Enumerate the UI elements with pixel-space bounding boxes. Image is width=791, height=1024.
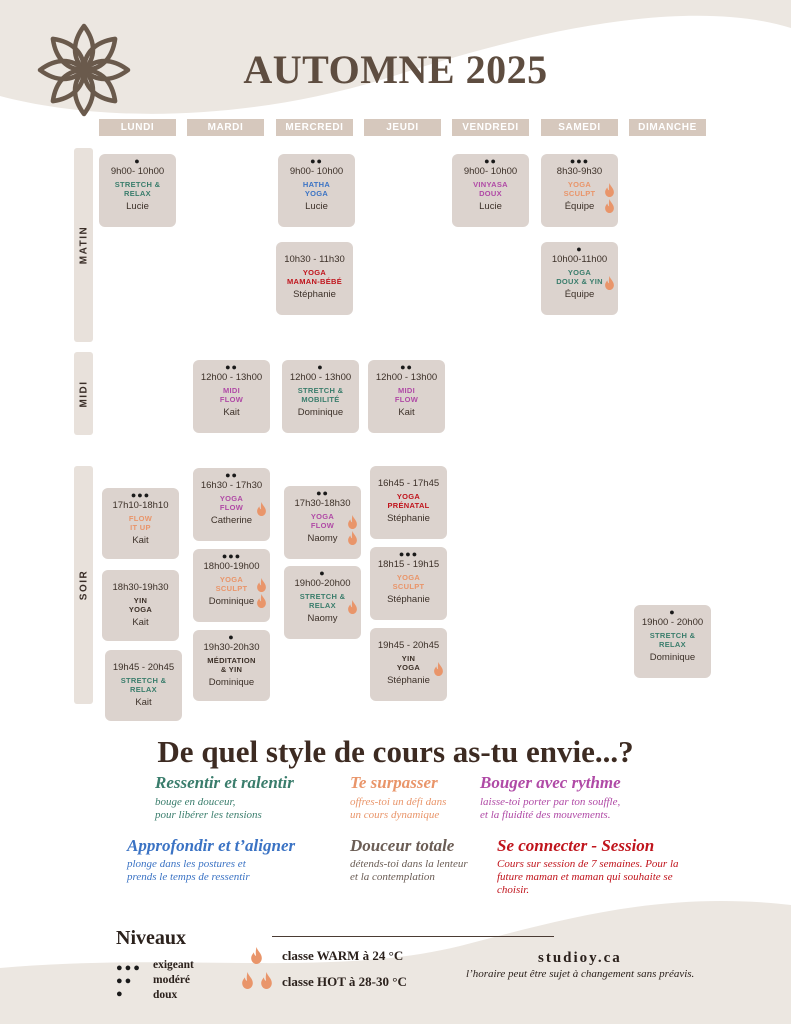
style-desc-ressentir: bouge en douceur, pour libérer les tensions <box>155 796 262 821</box>
flame-icon <box>256 594 267 608</box>
heat-label-hot: classe HOT à 28-30 °C <box>282 974 407 989</box>
website-link[interactable]: studioy.ca <box>538 950 622 966</box>
class-instructor: Kait <box>223 407 240 418</box>
flame-icon <box>604 276 615 290</box>
class-instructor: Stéphanie <box>387 675 430 686</box>
class-name: YOGA DOUX & YIN <box>556 268 603 286</box>
schedule-notice: l’horaire peut être sujet à changement sans préavis. <box>466 968 695 980</box>
period-matin <box>74 148 93 342</box>
heat-label-warm: classe WARM à 24 °C <box>282 948 404 963</box>
class-name: YOGA MAMAN-BÉBÉ <box>286 268 343 286</box>
period-label: MIDI <box>78 379 89 408</box>
class-card[interactable] <box>284 486 361 559</box>
level-dots: ● <box>317 362 324 372</box>
style-desc-approfondir: plonge dans les postures et prends le temps de ressentir <box>127 858 250 883</box>
class-time: 18h00-19h00 <box>203 561 260 572</box>
class-instructor: Lucie <box>479 201 502 212</box>
level-dots: ●● <box>400 362 413 372</box>
divider <box>272 936 554 937</box>
day-header-mercredi: MERCREDI <box>276 119 353 136</box>
level-dots-modere: ●● <box>116 975 134 987</box>
flame-icon <box>347 515 358 529</box>
class-instructor: Naomy <box>307 613 338 624</box>
level-dots: ●● <box>225 470 238 480</box>
class-card[interactable] <box>452 154 529 227</box>
flame-icon <box>604 199 615 213</box>
class-card[interactable] <box>634 605 711 678</box>
level-dots: ●● <box>225 362 238 372</box>
flame-icon <box>347 600 358 614</box>
class-name: MÉDITATION & YIN <box>207 656 256 674</box>
class-instructor: Dominique <box>297 407 344 418</box>
level-dots: ● <box>576 244 583 254</box>
flame-icon <box>347 531 358 545</box>
class-card[interactable] <box>370 547 447 620</box>
class-card[interactable] <box>193 468 270 541</box>
level-dots: ●● <box>316 488 329 498</box>
style-title-approfondir: Approfondir et t’aligner <box>127 836 296 855</box>
class-card[interactable] <box>368 360 445 433</box>
day-header-dimanche: DIMANCHE <box>629 119 706 136</box>
flame-icon <box>250 947 263 964</box>
class-instructor: Lucie <box>305 201 328 212</box>
class-time: 12h00 - 13h00 <box>289 372 352 383</box>
levels-title: Niveaux <box>116 927 186 949</box>
level-dots-doux: ● <box>116 988 125 1000</box>
class-time: 19h00-20h00 <box>294 578 351 589</box>
class-instructor: Équipe <box>564 289 595 300</box>
style-title-bouger: Bouger avec rythme <box>480 773 621 792</box>
class-name: HATHA YOGA <box>302 180 331 198</box>
period-label: MATIN <box>78 225 89 265</box>
class-card[interactable] <box>282 360 359 433</box>
class-name: YOGA SCULPT <box>215 575 248 593</box>
class-time: 12h00 - 13h00 <box>200 372 263 383</box>
level-dots: ●●● <box>221 551 242 561</box>
level-dots: ● <box>669 607 676 617</box>
period-midi <box>74 352 93 435</box>
style-desc-connecter: Cours sur session de 7 semaines. Pour la future maman et maman qui souhaite se choisir. <box>497 858 679 896</box>
class-instructor: Stéphanie <box>387 594 430 605</box>
class-time: 8h30-9h30 <box>556 166 603 177</box>
class-instructor: Naomy <box>307 533 338 544</box>
class-name: STRETCH & RELAX <box>299 592 346 610</box>
class-instructor: Lucie <box>126 201 149 212</box>
class-card[interactable] <box>370 466 447 539</box>
day-header-vendredi: VENDREDI <box>452 119 529 136</box>
class-time: 18h15 - 19h15 <box>377 559 440 570</box>
level-label-doux: doux <box>153 989 178 1001</box>
class-card[interactable] <box>193 630 270 701</box>
style-desc-bouger: laisse-toi porter par ton souffle, et la fluidité des mouvements. <box>480 796 621 821</box>
level-dots: ● <box>228 632 235 642</box>
flame-icon <box>260 972 273 989</box>
class-instructor: Kait <box>132 617 149 628</box>
day-header-mardi: MARDI <box>187 119 264 136</box>
class-instructor: Stéphanie <box>387 513 430 524</box>
class-time: 19h00 - 20h00 <box>641 617 704 628</box>
flame-icon <box>604 183 615 197</box>
class-name: MIDI FLOW <box>394 386 419 404</box>
class-time: 9h00- 10h00 <box>289 166 344 177</box>
class-instructor: Équipe <box>564 201 595 212</box>
class-instructor: Kait <box>132 535 149 546</box>
day-header-samedi: SAMEDI <box>541 119 618 136</box>
class-instructor: Kait <box>398 407 415 418</box>
level-dots: ●● <box>310 156 323 166</box>
class-time: 10h30 - 11h30 <box>284 254 345 265</box>
class-card[interactable] <box>541 154 618 227</box>
class-name: VINYASA DOUX <box>473 180 508 198</box>
day-header-lundi: LUNDI <box>99 119 176 136</box>
class-name: YIN YOGA <box>396 654 421 672</box>
class-name: STRETCH & RELAX <box>114 180 161 198</box>
page-title: AUTOMNE 2025 <box>243 47 548 92</box>
period-soir <box>74 466 93 704</box>
class-instructor: Kait <box>135 697 152 708</box>
class-name: FLOW IT UP <box>128 514 153 532</box>
class-time: 9h00- 10h00 <box>110 166 165 177</box>
class-time: 19h45 - 20h45 <box>112 662 175 673</box>
day-header-jeudi: JEUDI <box>364 119 441 136</box>
class-card[interactable] <box>99 154 176 227</box>
class-name: STRETCH & RELAX <box>120 676 167 694</box>
flame-icon <box>433 662 444 676</box>
level-dots: ●●● <box>569 156 590 166</box>
style-title-ressentir: Ressentir et ralentir <box>155 773 294 792</box>
flame-icon <box>256 502 267 516</box>
flame-icon <box>256 578 267 592</box>
class-card[interactable] <box>193 360 270 433</box>
class-time: 17h10-18h10 <box>112 500 169 511</box>
class-card[interactable] <box>278 154 355 227</box>
class-name: YIN YOGA <box>128 596 153 614</box>
class-card[interactable] <box>276 242 353 315</box>
class-name: YOGA FLOW <box>219 494 244 512</box>
styles-section-title: De quel style de cours as-tu envie...? <box>157 734 634 769</box>
class-name: STRETCH & MOBILITÉ <box>297 386 344 404</box>
class-name: YOGA SCULPT <box>563 180 596 198</box>
class-instructor: Dominique <box>208 596 255 607</box>
style-desc-douceur: détends-toi dans la lenteur et la contemplation <box>350 858 468 883</box>
class-instructor: Dominique <box>649 652 696 663</box>
class-time: 12h00 - 13h00 <box>375 372 438 383</box>
class-name: YOGA FLOW <box>310 512 335 530</box>
flame-icon <box>241 972 254 989</box>
class-card[interactable] <box>102 570 179 641</box>
class-time: 9h00- 10h00 <box>463 166 518 177</box>
level-dots: ●●● <box>130 490 151 500</box>
class-time: 17h30-18h30 <box>294 498 351 509</box>
class-instructor: Dominique <box>208 677 255 688</box>
class-name: MIDI FLOW <box>219 386 244 404</box>
style-desc-surpasser: offres-toi un défi dans un cours dynamique <box>350 796 447 821</box>
level-dots: ● <box>319 568 326 578</box>
class-card[interactable] <box>284 566 361 639</box>
class-time: 16h45 - 17h45 <box>377 478 440 489</box>
level-label-exigeant: exigeant <box>153 959 194 971</box>
class-card[interactable] <box>105 650 182 721</box>
class-name: YOGA PRÉNATAL <box>387 492 430 510</box>
level-dots: ●● <box>484 156 497 166</box>
class-name: STRETCH & RELAX <box>649 631 696 649</box>
level-dots: ●●● <box>398 549 419 559</box>
class-card[interactable] <box>102 488 179 559</box>
class-instructor: Stéphanie <box>293 289 336 300</box>
style-title-surpasser: Te surpasser <box>350 773 438 792</box>
class-card[interactable] <box>193 549 270 622</box>
class-card[interactable] <box>370 628 447 701</box>
period-label: SOIR <box>78 569 89 601</box>
level-label-modere: modéré <box>153 974 191 986</box>
style-title-connecter: Se connecter - Session <box>497 836 655 855</box>
style-title-douceur: Douceur totale <box>350 836 455 855</box>
level-dots: ● <box>134 156 141 166</box>
class-instructor: Catherine <box>210 515 253 526</box>
class-time: 18h30-19h30 <box>112 582 169 593</box>
level-dots-exigeant: ●●● <box>116 962 142 974</box>
class-time: 10h00-11h00 <box>551 254 608 265</box>
class-name: YOGA SCULPT <box>392 573 425 591</box>
class-time: 16h30 - 17h30 <box>200 480 263 491</box>
class-time: 19h45 - 20h45 <box>377 640 440 651</box>
class-time: 19h30-20h30 <box>203 642 260 653</box>
class-card[interactable] <box>541 242 618 315</box>
